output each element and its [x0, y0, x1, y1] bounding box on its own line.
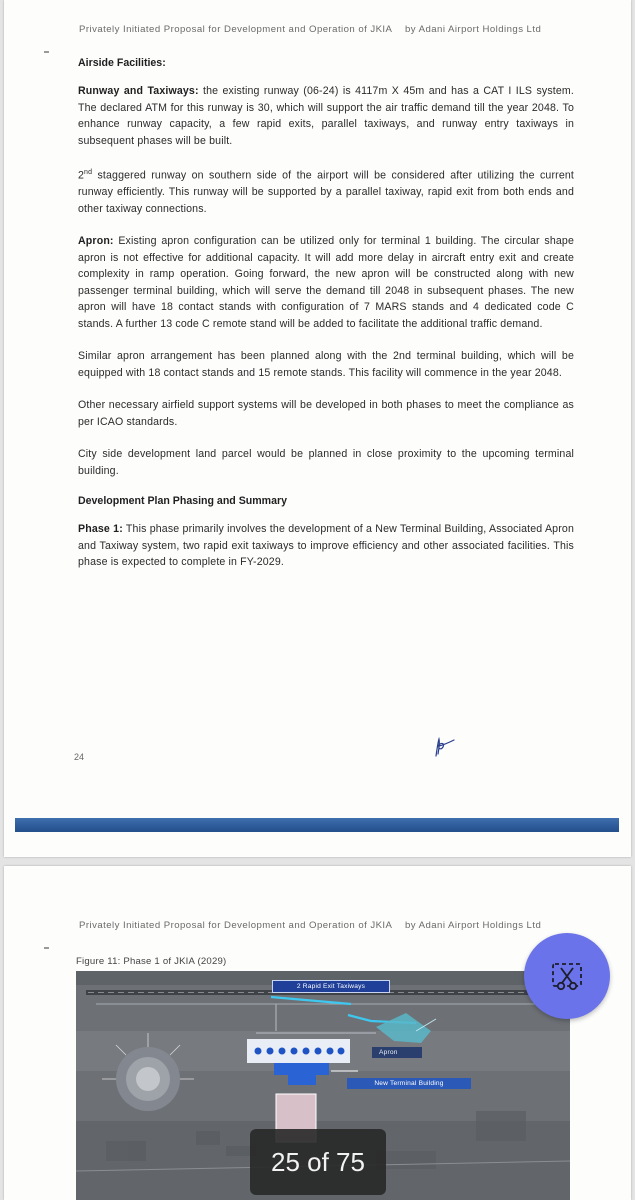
scissors-selection-icon [549, 958, 585, 994]
apron-lead: Apron: [78, 235, 114, 248]
phase1-text: This phase primarily involves the development of a New Terminal Building, Associated Apron and Taxiway system, two rapid exit taxiways to improve efficiency and other associated facilities. This phase is expected to complete in FY-2029. [78, 523, 574, 569]
support-systems-paragraph: Other necessary airfield support systems will be developed in both phases to meet the compliance as per ICAO standards. [78, 399, 574, 428]
document-page-24 [4, 0, 631, 857]
similar-apron-paragraph: Similar apron arrangement has been planned along with the 2nd terminal building, which will be equipped with 18 contact stands and 15 remote stands. This facility will commence in the year 2048. [78, 350, 574, 379]
signature-initials [430, 734, 460, 760]
screenshot-tool-button[interactable] [524, 933, 610, 1019]
phase1-paragraph [78, 521, 574, 571]
second-runway-text: staggered runway on southern side of the airport will be considered after utilizing the current runway efficiently. This runway will be supported by a parallel taxiway, rapid exit from both ends and other taxiway connections. [78, 169, 574, 215]
runway-text: the existing runway (06-24) is 4117m X 45m and has a CAT I ILS system. The declared ATM for this runway is 30, which will support the air traffic demand till the year 2048. To enhance runway capacity, a few rapid exits, parallel taxiways, and runway entry taxiways in subsequent phases will be built. [78, 85, 574, 147]
second-runway-num: 2 [78, 169, 85, 182]
apron-paragraph [78, 233, 574, 332]
page-header [79, 24, 571, 35]
city-side-paragraph: City side development land parcel would be planned in close proximity to the upcoming terminal building. [78, 448, 574, 477]
airside-heading: Airside Facilities: [78, 57, 166, 69]
phase1-lead: Phase 1: [78, 523, 123, 536]
page-footer-bar [15, 818, 619, 832]
second-runway-sup: nd [84, 169, 93, 176]
apron-text: Existing apron configuration can be utilized only for terminal 1 building. The circular shape apron is not effective for additional capacity. It will add more delay in aircraft entry exit and create complexity in ramp operation. Going forward, the new apron will be constructed along with new passenger terminal building, which will serve the demand till 2048 in subsequent phases. The new apron will have 18 contact stands with configuration of 7 MARS stands and 4 dedicated code C stands. A further 13 code C remote stand will be added to facilitate the additional traffic demand. [78, 235, 574, 330]
header-company: by Adani Airport Holdings Ltd [405, 24, 542, 35]
page-number: 24 [74, 752, 85, 762]
apron-label: Apron [372, 1047, 422, 1058]
page-indicator: 25 of 75 [250, 1129, 386, 1195]
header-company: by Adani Airport Holdings Ltd [405, 920, 542, 931]
new-terminal-building-label: New Terminal Building [347, 1078, 471, 1089]
rapid-exit-taxiways-label: 2 Rapid Exit Taxiways [272, 980, 390, 993]
figure-caption: Figure 11: Phase 1 of JKIA (2029) [76, 956, 227, 967]
header-title: Privately Initiated Proposal for Development and Operation of JKIA [79, 920, 392, 931]
margin-mark [44, 947, 49, 949]
phasing-heading: Development Plan Phasing and Summary [78, 495, 287, 508]
runway-paragraph [78, 83, 574, 149]
runway-lead: Runway and Taxiways: [78, 85, 199, 97]
page-header [79, 920, 571, 931]
page-body [78, 57, 574, 587]
margin-mark [44, 51, 49, 53]
second-runway-paragraph [78, 165, 574, 217]
header-title: Privately Initiated Proposal for Development and Operation of JKIA [79, 24, 392, 35]
